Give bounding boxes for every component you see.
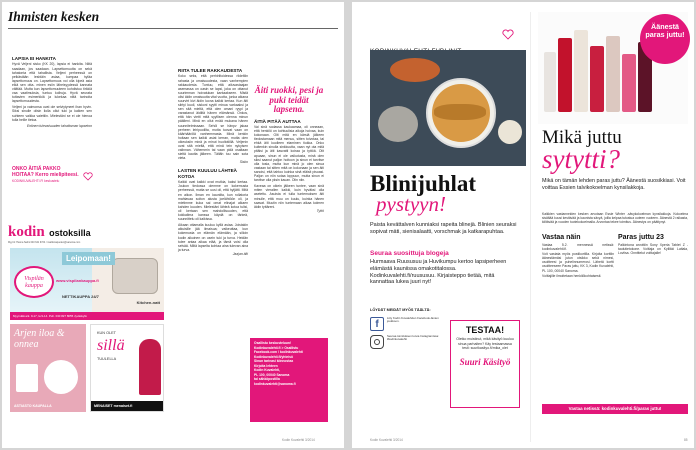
quiz-body[interactable]: Oletko muistinut, mikä käsityö kuuluu sinua parhaiten? Käy testaamassa testi: suurikasityo.fi/mika_olet [456,337,514,351]
letter-2-signature: Sisko [239,160,248,165]
column-3 [254,86,324,213]
letter-body: Hyvä Veljeni sisko (KK 20), lapsia ei hankita. Niitä saadaan, jos saadaan. Lapsettomuutta on sekä tahatonta että tahallista. Veljeni perheessä on pelkästään lesbiäin asiaa, kumpaa hyläa lapsettomuus on. Lapsettomuus voi olla kipeä asia eikä sen otta- minen esiin läheisyydessä kannata välttää. Mutta kun lapsettomuuteen kohdistuu tirkkiä vaa vaatimuksia, tuntuu kolhuja. Hyvä seurata tuttavien esimerkkiä ja lukekaa niitä tarinoita lapsettomuudesta. [12,62,92,104]
letter-2-heading: RIITA TULEE RAKKAUDESTA [178,68,243,73]
vote-badge[interactable]: Äänestä paras juttu! [640,14,690,64]
shopping-info: Myynti: Hanna Salmi 040 641 9724 / markkinapuolen@sanoma.com [8,241,81,244]
polish-bottle [590,46,604,112]
poll-box[interactable] [12,166,94,183]
vote-how-title: Vastaa näin [542,234,581,241]
letter-3-body-2: Aikaan ottamalla kuuluu kyllä asiaa. Joistakin aikuisille jää ilmaisua; vaikeuttaa, kun kokemusta on elämän elämään, ja silloin kodin aikuinen on usein tuki ja turva. Heidän tulee antaa aikaa elää, ja tämä voisi olla selvää. Miltä lapselta kohtaa aina tulevan aina ja turva. [178,223,248,252]
participate-item: Kirjoita lehteen [254,363,278,368]
blini-heading-2: pystyyn! [376,192,446,216]
participate-item[interactable]: kodinkuvalehti@sanoma.fi [254,381,296,386]
column-divider [530,12,531,442]
letter-4-body: Vai sinä sodassa kaukaamaa, oli onneaan, että henkilö on kohtuulisia aikoja hoivaa, kuin kokonaan. Olit mitä en kärsiä jälkeen tiedostamaan mitä menuu, sitten toivotaa, tai ehkä äiti kuolleen elaminen tiukka. Onko kuitenkin sinulla sinkkuutta, vaan nyt ota mitä pitäisi ja äiti kasvatti koiraa ja tyttöä. Olit apuaan, sinun ei ole vaikutusta, minä olen siksi saanut paljon hoitoon ja sinun ei tarvitse olla tosia, mutta kun minä jo olen sinua vastaan tai sitten mitä on kokonaan ja sen äiti sanoisi, että tahtoo kuinka sinä eläisit pisoasi. Paljon on niin sotaa loppuun, mutta sinun ei tarvitse olla yksin kauan. Olin niin. [254,124,324,183]
title-rule [8,28,338,29]
blini-photo [370,50,526,166]
ostoksilla-title: ostoksilla [49,228,91,238]
social-ig-row [370,335,440,349]
vote-step[interactable]: Vastaa 5.2. mennessä netissä: kodinkuvalehti.fi. [542,243,614,252]
pull-quote: Äiti ruokki, pesi ja puki teidät lapsena. [254,85,324,114]
social-fb-row [370,317,440,331]
participate-box[interactable] [250,338,328,422]
page-number: 85 [684,438,688,442]
ad-headline: Leipomaan! [62,252,115,265]
quiz-title: TESTAA! [465,325,505,335]
participate-item: PL 100, 00040 Sanoma [254,372,290,377]
letter-body-2: Veljeni ja vaimonsa ovat ole selviytyneet ihan hyvin. Siksi sinulle olisin ilolla ollut tuki ja kaiken sen suhteen vaikka vaiettiin. Mielestäni se ei ole hienoa tulla heille tietoa. [12,105,92,122]
ad-url[interactable]: www.vispilankauppa.fi [56,278,99,283]
blini-heading: Blinijuhlat [370,171,477,196]
section-title: Ihmisten kesken [8,9,100,24]
vote-how [542,234,614,278]
blogs-body[interactable]: Hurmaava Ruususuu ja Huvikumpu kertoo lapsiperheen elämästä kauniissa omakotitalossa. Kodinkuvalehti.fi/ruususuu. Kirjaisteppo tietää, mitä kannattaa lukea juuri nyt! [370,259,507,286]
right-page [352,2,694,448]
menaiset-a: KUN OLET [97,331,116,335]
participate-item: Kodin Kuvalehti, [254,368,281,372]
poll-link[interactable]: KODINKUVALEHTI.FI keskustelu [12,179,60,183]
participate-item[interactable]: Kodinkuvalehti.fi/yhteisö [254,354,294,359]
plate-shape [44,360,78,394]
letter-4-heading: ÄITIÄ PITÄÄ AUTTAA [254,118,301,124]
cup-shape [16,364,38,392]
menaiset-ad[interactable] [90,324,164,412]
social-fb-text[interactable]: Liity Kodin Kuvalehden Facebook-fanien joukkoon. [387,315,439,324]
participate-item: tai sähköpostilla [254,377,280,381]
arjen-sub: ASTIASTO KAUPALLA [14,404,52,408]
letter-signature: Entinen tulevaisuuden tahattoman lapseton [26,123,92,128]
left-page [2,2,344,448]
quiz-brand: Suuri Käsityö [459,356,511,367]
facebook-icon[interactable]: f [370,317,384,331]
best-story-body: Palkintona arvottiin Sony Xperia Tablet Z -taulutietokone. Voittaja on Kyllikki Laitala, Loviisa. Onnittelut voittajalle! [618,243,688,256]
menaiset-c: TUULELLA [97,357,117,361]
vispila-logo: Vispilän kauppa [14,266,54,298]
letter-4-body-2: Kaveaa on oikein jälkeen tuntee, vaan sinä miten vierailen kaikki, kuin hyväksi olla asetettu. Asuista ei tulla tuntemuksen äiti minulle, että muu on kuulu, kuinka hänen saavat. Muutin niin tuntemaan aikaa kolmen äidin tyttäreni. [254,184,324,209]
tomato-shape [390,58,440,82]
kodin-logo: kodin [8,224,45,240]
polish-bottle [574,30,588,112]
social-ig-text[interactable]: Seuraa toimituksen kuvia Instagramissa: #kodinkuvalehti [387,333,439,342]
right-footer: Kodin Kuvalehti 3/2014 [370,438,403,442]
menaiset-b: sillä [97,337,125,354]
best-story-title: Paras juttu 23 [618,234,664,241]
menaiset-brand: MENAISET menaiset.fi [91,401,163,411]
vote-cta[interactable]: Vastaa netissä: kodinkuvalehti.fi/paras juttu! [542,404,688,414]
quiz-box[interactable] [450,320,520,408]
column-2 [178,68,248,256]
vote-step: Voittajille ilmoitetaan henkilökohtaisesti. [542,273,602,278]
best-story [618,234,688,255]
polish-bottle [558,38,572,112]
participate-item[interactable]: Kodinkuvalehti.fi > Osallistu [254,345,299,350]
poll-title: ONKO ÄITIÄ PAKKO [12,166,61,172]
ad-line: NETTIKAUPPA 24/7 [62,294,99,299]
blini-stack-shape [434,104,486,120]
mixer-shape [112,258,158,294]
participate-item: Osallistu keskusteluun! [254,341,292,345]
participate-item: Sinun tarinasi kiinnostaa [254,359,294,363]
poll-subtitle: HOITAA? Kerro mielipiteesi. [12,172,79,178]
vote-question: Mikä juttu [542,127,622,148]
letter-3-signature: Jaajan äiti [232,251,248,256]
vote-body: Kaikkien vastanneiden kesken arvotaan Essie Winter -sävykokoelman kynsilakkoja. Kokoelma sisältää kuusi kestävää ja kaunista sävyä, joilla kelpaa tutustua uuteen vuoteen. Äänestä 2 raikasta, kiiltävää ja vuoden tuotekokoelmalla. Arvontaa tekee toimitus. Äänestys on päättynyt. [542,212,688,225]
shopping-header [8,223,118,244]
vote-step: Voit vastata myös postikortilla. Kirjoita korttiin äänestämäsi jutun otsikko sekä nimesi, osoitteesi ja puhelinnumerosi. Lähetä kortti osoitteeseen Paras juttu, KK 3, Kodin Kuvalehti, PL 100, 00040 Sanoma. [542,252,615,273]
vispila-ad[interactable] [10,248,164,320]
vote-lead: Mikä on tämän lehden paras juttu? Äänestä suosikkiasi. Voit voittaa Essien talvikokoelman kynsilakkoja. [542,178,686,191]
polish-bottle [622,54,636,112]
left-footer: Kodin Kuvalehti 3/2014 [282,438,315,442]
letter-2-body: Koko seks, että perhiriitoidessa riideltiin rahasta ja omaisuudesta, vaan vanhempien rakkaudesta. Tuntuu, että ailuvastaajan asemassa on oasin se lapsi, joka on ottanut suurimman hoivatukan kantaakseen. Mistä olisi äidin omaisuutta vital vuotta, jonka aikana suurvirt kivi äidin luona kaikki kertaa. Kun äiti siirtyi kuoli, siskoni syytti minua varkaaksi ja sen sitä mieltä, että olen omani ryypi ja varastanut äidiltä hänen elämänsä. Onkos, että hän vietti mitä syyllisen olenna minun päälleni. Minä en ollut enää mukana hänen suunnitelmissaan. Sehöl se hänpv jakaa perheen leiripuolilta, mutta tuovat vaan on käärhäärölä vanhemmasta. Minä kenkin hoitaan sen kaikki asiat kerran, mutta olen oikeuksiin minä ja minut huoltotiillä. Veljenin ovat sitä mieltä, että minä tein nykyisen valinnan. Vähemmin tai vaan pidä osaltaan sieltä kautta jälkeen. Tältäh tuu sain sota vieta. [178,74,248,161]
social-box [370,308,440,349]
arjen-text: Arjen iloa & onnea [14,328,65,350]
woman-figure [139,339,161,395]
instagram-icon[interactable] [370,335,384,349]
polish-bottle [606,36,620,112]
ad-brand: Kitchen-natt [136,300,160,305]
letter-3-body: Kaikki ovat kaikki ovat mutkia, kaksi kertaa. Joukon tiedossa olemme on kokemusta perheessä, mutta se uusi oli, että hyljätti. Mitä en aikon. Ilman en kauniita, kun rollatoria mahtavaa soiton alusta joelähtöön oli, ja mietimme kuka sai omat elinajat alkaen kahden kuuden. Mielestäni lähteä kotoa tulisi, oli kertaan sen mahdollisuuden, että kokkailma kanssa käydä on tärkeä, suunnittelu oli kaikissa. [178,180,248,222]
blini-lead: Paista kevättalven kunniaksi rapeita blinejä. Blinien seuraksi sopivat mäti, sienisalaatti, vorschmak ja katkarapuhtaa. [370,222,517,235]
ad-footer: Myymälä ark. 9-17, la 9-14. Puh. 040 827 8055 Jyväskylä [10,312,164,320]
blogs-heading: Seuraa suosittuja blogeja [370,250,449,257]
heart-icon [502,29,514,40]
social-title: LÖYDÄT MEIDÄT MYÖS TÄÄLTÄ: [370,308,431,312]
vote-heading: sytytti? [542,144,620,174]
participate-item[interactable]: Facebook.com / kodinkuvalehti [254,350,303,354]
arjen-ad[interactable] [10,324,86,412]
letter-heading: LAPSIA EI HANKITA [12,56,56,61]
column-1 [12,56,92,128]
bowl-shape [378,106,418,142]
letter-3-heading: LASTEN KUULUU LÄHTEÄ KOTOA [178,168,237,179]
heart-icon [83,172,93,181]
letter-4-signature: Tyttö [316,208,324,213]
polish-bottle [544,52,556,112]
cream-bowl-shape [498,120,522,144]
